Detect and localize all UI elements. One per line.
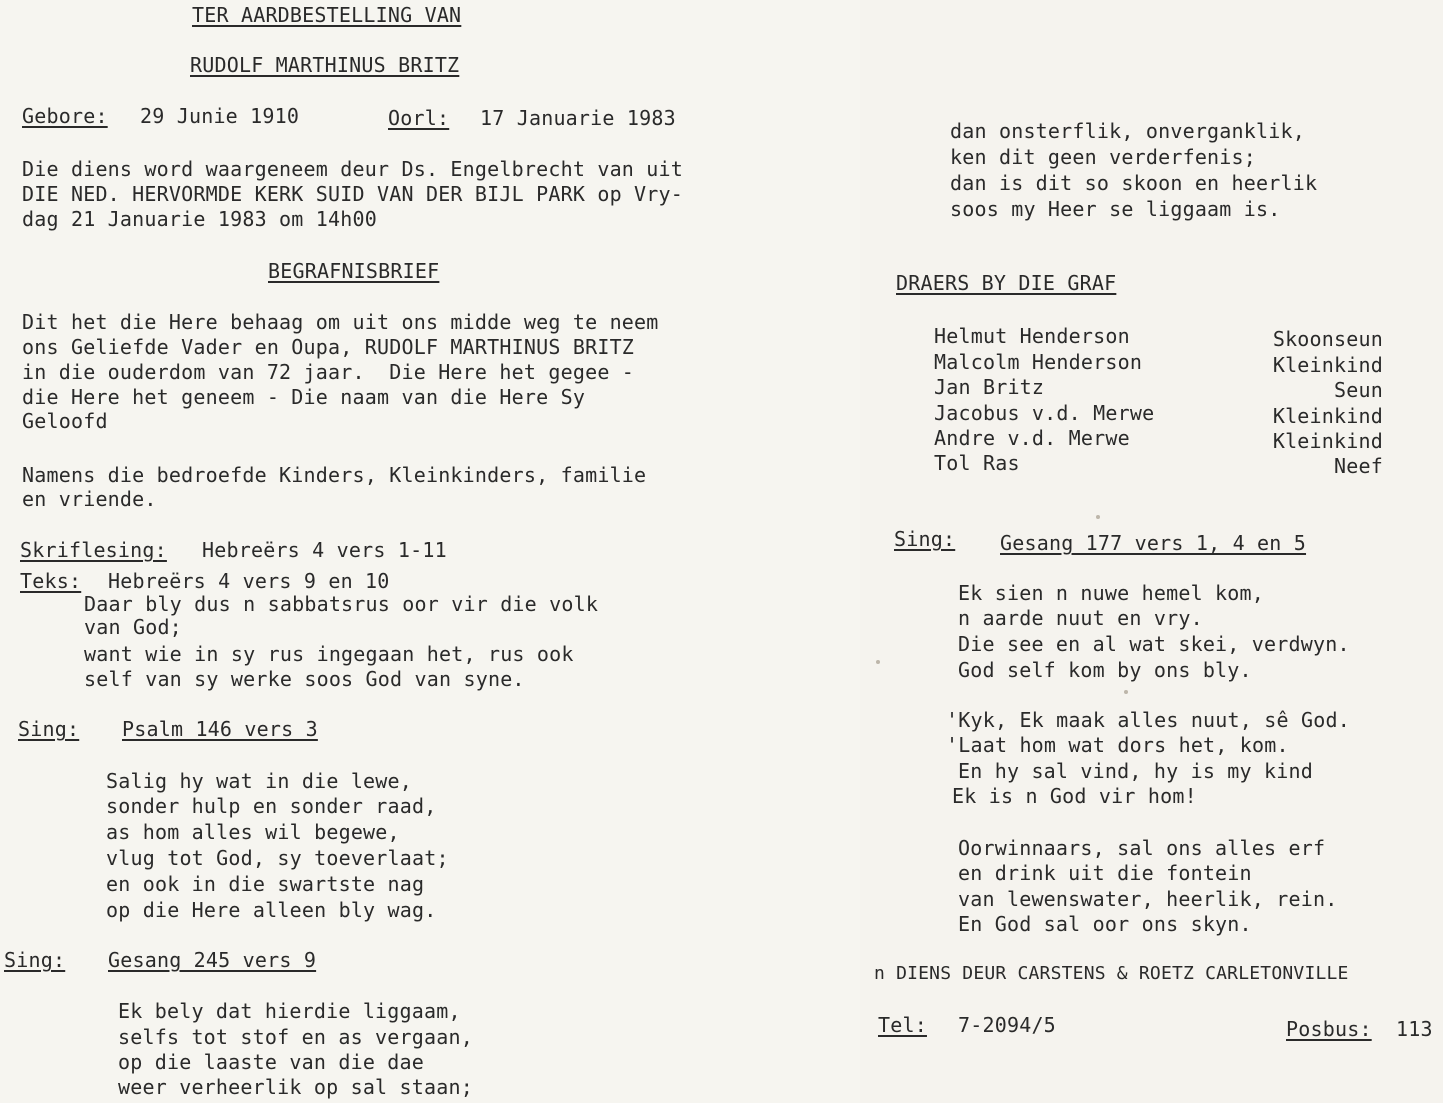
verse-line: 'Laat hom wat dors het, kom.	[946, 733, 1289, 757]
bearer-relation: Kleinkind	[1272, 353, 1383, 377]
letter-line: ons Geliefde Vader en Oupa, RUDOLF MARTHINUS BRITZ	[22, 335, 635, 359]
skriflesing-label: Skriflesing:	[20, 538, 167, 562]
posbus-label: Posbus:	[1286, 1017, 1372, 1041]
teks-line: self van sy werke soos God van syne.	[84, 667, 525, 691]
gesang245-title: Gesang 245 vers 9	[108, 948, 317, 972]
psalm-line: en ook in die swartste nag	[106, 872, 425, 896]
tel-value: 7-2094/5	[958, 1013, 1056, 1037]
bearer-name: Tol Ras	[934, 451, 1020, 475]
psalm-line: vlug tot God, sy toeverlaat;	[106, 846, 449, 870]
service-line: DIE NED. HERVORMDE KERK SUID VAN DER BIJL PARK op Vry-	[22, 182, 684, 206]
gesang245-line: Ek bely dat hierdie liggaam,	[118, 999, 461, 1023]
gesang245-line: op die laaste van die dae	[118, 1050, 425, 1074]
header-line-2: RUDOLF MARTHINUS BRITZ	[190, 53, 460, 77]
teks-line: van God;	[84, 615, 182, 639]
gesang245-line: weer verheerlik op sal staan;	[118, 1075, 473, 1099]
bearer-name: Malcolm Henderson	[934, 350, 1143, 374]
skriflesing-value: Hebreërs 4 vers 1-11	[202, 538, 447, 562]
letter-line: Dit het die Here behaag om uit ons midde weg te neem	[22, 310, 659, 334]
verse-line: en drink uit die fontein	[958, 861, 1252, 885]
namens-line: en vriende.	[22, 487, 157, 511]
psalm-line: sonder hulp en sonder raad,	[106, 794, 437, 818]
bearer-name: Andre v.d. Merwe	[934, 426, 1130, 450]
verse-line: Ek is n God vir hom!	[952, 784, 1197, 808]
teks-value: Hebreërs 4 vers 9 en 10	[108, 569, 390, 593]
verse-line: Die see en al wat skei, verdwyn.	[958, 632, 1350, 656]
continued-line: dan is dit so skoon en heerlik	[950, 171, 1318, 195]
psalm-line: Salig hy wat in die lewe,	[106, 769, 413, 793]
bearer-name: Helmut Henderson	[934, 324, 1130, 348]
verse-line: n aarde nuut en vry.	[958, 606, 1203, 630]
verse-line: van lewenswater, heerlik, rein.	[958, 887, 1338, 911]
sing-label: Sing:	[18, 717, 80, 741]
sing-label: Sing:	[894, 527, 956, 551]
bearer-relation: Kleinkind	[1272, 429, 1383, 453]
teks-line: Daar bly dus n sabbatsrus oor vir die volk	[84, 592, 599, 616]
gebore-value: 29 Junie 1910	[140, 104, 300, 128]
continued-line: dan onsterflik, onverganklik,	[950, 119, 1305, 143]
right-page	[860, 0, 1443, 1103]
psalm-title: Psalm 146 vers 3	[122, 717, 318, 741]
continued-line: ken dit geen verderfenis;	[950, 145, 1257, 169]
service-line: Die diens word waargeneem deur Ds. Engelbrecht van uit	[22, 157, 684, 181]
psalm-line: as hom alles wil begewe,	[106, 820, 400, 844]
teks-label: Teks:	[20, 569, 82, 593]
verse-line: God self kom by ons bly.	[958, 658, 1252, 682]
oorl-label: Oorl:	[388, 106, 450, 130]
verse-line: 'Kyk, Ek maak alles nuut, sê God.	[946, 708, 1350, 732]
paper-speck	[1124, 690, 1128, 694]
continued-line: soos my Heer se liggaam is.	[950, 197, 1281, 221]
verse-line: En God sal oor ons skyn.	[958, 912, 1252, 936]
bearer-relation: Skoonseun	[1272, 327, 1383, 351]
paper-speck	[876, 660, 880, 664]
begrafnisbrief-heading: BEGRAFNISBRIEF	[268, 259, 440, 283]
funeral-home-line: n DIENS DEUR CARSTENS & ROETZ CARLETONVILLE	[874, 963, 1349, 984]
teks-line: want wie in sy rus ingegaan het, rus ook	[84, 642, 574, 666]
service-line: dag 21 Januarie 1983 om 14h00	[22, 207, 377, 231]
psalm-line: op die Here alleen bly wag.	[106, 898, 437, 922]
tel-label: Tel:	[878, 1013, 927, 1037]
verse-line: En hy sal vind, hy is my kind	[958, 759, 1313, 783]
letter-line: die Here het geneem - Die naam van die Here Sy	[22, 385, 586, 409]
namens-line: Namens die bedroefde Kinders, Kleinkinders, familie	[22, 463, 647, 487]
bearer-relation: Neef	[1334, 454, 1383, 478]
header-line-1: TER AARDBESTELLING VAN	[192, 3, 462, 27]
posbus-value: 113	[1396, 1017, 1433, 1041]
gesang177-title: Gesang 177 vers 1, 4 en 5	[1000, 531, 1307, 555]
bearer-relation: Seun	[1334, 378, 1383, 402]
draers-heading: DRAERS BY DIE GRAF	[896, 271, 1117, 295]
sing-label: Sing:	[4, 948, 66, 972]
paper-speck	[1096, 515, 1100, 519]
letter-line: in die ouderdom van 72 jaar. Die Here het gegee -	[22, 360, 635, 384]
bearer-relation: Kleinkind	[1272, 404, 1383, 428]
bearer-name: Jacobus v.d. Merwe	[934, 401, 1155, 425]
gebore-label: Gebore:	[22, 104, 108, 128]
oorl-value: 17 Januarie 1983	[480, 106, 676, 130]
gesang245-line: selfs tot stof en as vergaan,	[118, 1025, 473, 1049]
letter-line: Geloofd	[22, 409, 108, 433]
bearer-name: Jan Britz	[934, 375, 1045, 399]
verse-line: Oorwinnaars, sal ons alles erf	[958, 836, 1326, 860]
verse-line: Ek sien n nuwe hemel kom,	[958, 581, 1265, 605]
